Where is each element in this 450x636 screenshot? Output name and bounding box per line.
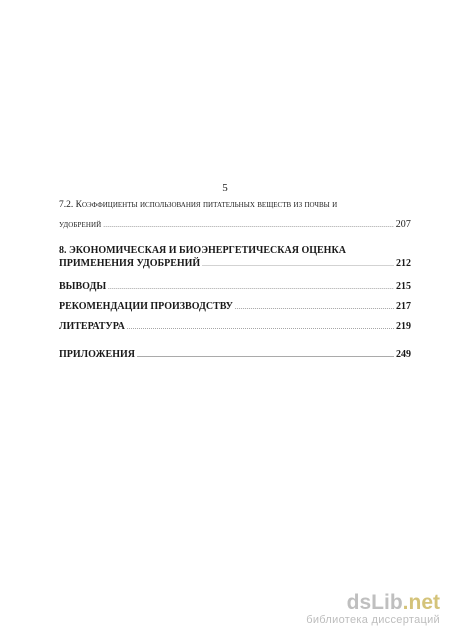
toc-entry-7-2-title-cont: удобрений [59,220,102,230]
toc-entry-8-title: 8. ЭКОНОМИЧЕСКАЯ И БИОЭНЕРГЕТИЧЕСКАЯ ОЦЕНКА [59,245,346,256]
watermark-logo [306,592,440,614]
toc-entry-recommendations-page: 217 [396,301,411,312]
dot-leader [202,259,394,272]
toc-entry-8-line1 [59,244,411,257]
toc-entry-appendices [59,349,411,360]
toc-entry-7-2-line2 [59,215,411,236]
dot-leader [235,305,394,311]
toc-entry-8-title-cont: ПРИМЕНЕНИЯ УДОБРЕНИЙ [59,258,201,269]
dot-leader [127,325,394,331]
toc-entry-8-line2 [59,257,411,272]
watermark-caption: библиотека диссертаций [306,614,440,626]
toc-entry-recommendations-title: РЕКОМЕНДАЦИИ ПРОИЗВОДСТВУ [59,301,233,312]
dot-leader [137,350,394,359]
toc-entry-appendices-title: ПРИЛОЖЕНИЯ [59,349,135,360]
toc-entry-conclusions-page: 215 [396,281,411,292]
watermark-logo-suffix: .net [402,591,440,614]
toc-entry-8-page: 212 [396,258,411,269]
toc-entry-literature [59,321,411,332]
toc-entry-literature-title: ЛИТЕРАТУРА [59,321,125,332]
toc-entry-recommendations [59,301,411,312]
dot-leader [108,285,394,291]
toc-entry-7-2-line1 [59,196,411,215]
toc-entry-7-2-page: 207 [395,219,411,230]
toc-entry-conclusions-title: ВЫВОДЫ [59,281,107,292]
watermark-logo-main: dsLib [346,591,403,614]
dot-leader [103,217,393,236]
table-of-contents [59,196,411,360]
toc-entry-conclusions [59,281,411,292]
page-number: 5 [222,182,228,194]
toc-entry-7-2-title: 7.2. Коэффициенты использования питательных веществ из почвы и [59,200,338,210]
toc-entry-appendices-page: 249 [396,349,411,360]
toc-entry-literature-page: 219 [396,321,411,332]
site-watermark [306,592,440,626]
